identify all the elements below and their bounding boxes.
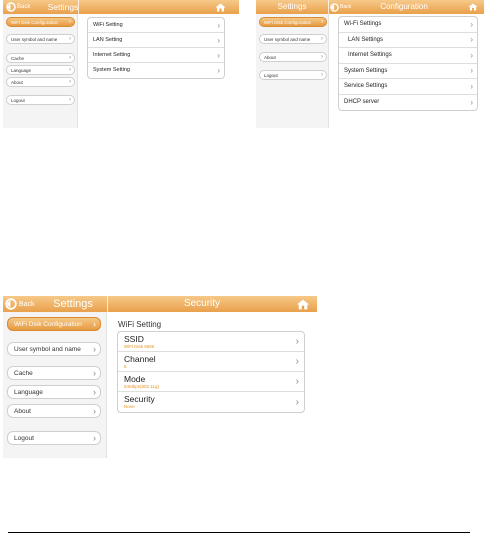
- list-item-lan-settings[interactable]: [339, 33, 477, 49]
- sidebar-item-wifi-disk-configuration[interactable]: [259, 17, 327, 27]
- list-item-value: 54Mbps(802.11g): [124, 384, 159, 389]
- list-item-ssid[interactable]: [118, 332, 304, 352]
- header-divider: [328, 0, 329, 14]
- chevron-right-icon: ›: [69, 97, 71, 103]
- list-item-lan-setting[interactable]: [88, 33, 224, 48]
- sidebar-item-label: WiFi Disk Configuration: [11, 19, 59, 25]
- chevron-right-icon: ›: [295, 336, 299, 347]
- list-item-mode[interactable]: [118, 372, 304, 392]
- list-item-system-settings[interactable]: [339, 64, 477, 80]
- chevron-right-icon: ›: [93, 319, 96, 329]
- list-item-value: WiFi Disk 5566: [124, 344, 155, 349]
- home-icon: [215, 3, 226, 12]
- chevron-right-icon: ›: [69, 36, 71, 42]
- sidebar-item-user-symbol[interactable]: [7, 342, 101, 356]
- sidebar-item-label: Logout: [14, 434, 34, 442]
- list-item-label: Mode: [124, 374, 146, 384]
- list-item-security[interactable]: [118, 392, 304, 412]
- screenshot-configuration: [256, 0, 484, 128]
- home-button[interactable]: [296, 296, 310, 312]
- chevron-right-icon: ›: [295, 396, 299, 408]
- chevron-right-icon: ›: [470, 81, 473, 91]
- chevron-right-icon: ›: [93, 406, 96, 416]
- sidebar-item-label: User symbol and name: [11, 36, 58, 42]
- list-item-label: System Setting: [93, 67, 130, 73]
- sidebar-item-label: WiFi Disk Configuration: [264, 19, 312, 25]
- sidebar-item-logout[interactable]: [7, 431, 101, 445]
- list-item-system-setting[interactable]: [88, 63, 224, 78]
- sidebar-item-user-symbol[interactable]: [259, 34, 327, 44]
- title-bar: [3, 296, 317, 312]
- sidebar-item-label: Logout: [11, 97, 25, 103]
- chevron-right-icon: ›: [69, 67, 71, 73]
- screenshot-security: [3, 296, 317, 458]
- sidebar-item-about[interactable]: [6, 77, 75, 87]
- sidebar-item-about[interactable]: [259, 52, 327, 62]
- list-item-value: 6: [124, 364, 127, 369]
- chevron-right-icon: ›: [321, 19, 323, 25]
- sidebar-item-label: User symbol and name: [264, 36, 311, 42]
- chevron-right-icon: ›: [217, 66, 220, 75]
- sidebar-item-logout[interactable]: [6, 95, 75, 105]
- list-item-wifi-settings[interactable]: [339, 17, 477, 33]
- sidebar-item-label: WiFi Disk Configuration: [14, 320, 82, 328]
- sidebar-item-label: Logout: [264, 72, 278, 78]
- sidebar-item-label: Language: [14, 388, 43, 396]
- back-label: Back: [340, 4, 352, 10]
- list-item-internet-settings[interactable]: [339, 48, 477, 64]
- home-button[interactable]: [468, 0, 478, 14]
- chevron-right-icon: ›: [470, 50, 473, 60]
- list-item-label: Channel: [124, 354, 156, 364]
- chevron-right-icon: ›: [93, 344, 96, 354]
- chevron-right-icon: ›: [470, 35, 473, 45]
- list-item-label: LAN Setting: [93, 37, 123, 43]
- back-arrow-icon: [6, 2, 16, 12]
- panel-title: Configuration: [380, 2, 428, 11]
- back-label: Back: [19, 300, 35, 308]
- list-item-label: Security: [124, 394, 155, 404]
- chevron-right-icon: ›: [321, 54, 323, 60]
- settings-title: Settings: [47, 2, 79, 12]
- chevron-right-icon: ›: [321, 72, 323, 78]
- settings-title: Settings: [53, 298, 93, 310]
- sidebar-item-label: User symbol and name: [14, 345, 81, 353]
- chevron-right-icon: ›: [217, 20, 220, 30]
- chevron-right-icon: ›: [217, 50, 220, 60]
- title-bar: [256, 0, 484, 14]
- list-item-channel[interactable]: [118, 352, 304, 372]
- list-item-label: SSID: [124, 334, 144, 344]
- sidebar-item-language[interactable]: [7, 385, 101, 399]
- chevron-right-icon: ›: [217, 35, 220, 45]
- sidebar-item-label: Language: [11, 67, 32, 73]
- sidebar-item-logout[interactable]: [259, 70, 327, 80]
- panel-title: Security: [183, 298, 221, 309]
- sidebar-item-wifi-disk-configuration[interactable]: [7, 317, 101, 331]
- wifi-setting-list: [117, 331, 305, 413]
- home-button[interactable]: [215, 0, 226, 14]
- chevron-right-icon: ›: [93, 368, 96, 378]
- back-arrow-icon: [5, 298, 17, 310]
- section-title: WiFi Setting: [118, 320, 162, 329]
- back-button[interactable]: [5, 296, 35, 312]
- chevron-right-icon: ›: [321, 36, 323, 42]
- sidebar-item-cache[interactable]: [7, 366, 101, 380]
- list-item-label: System Settings: [344, 67, 388, 74]
- title-bar: [3, 0, 239, 14]
- screenshot-wifi-disk-settings: [3, 0, 239, 128]
- home-icon: [296, 299, 310, 310]
- chevron-right-icon: ›: [93, 433, 96, 443]
- chevron-right-icon: ›: [295, 376, 299, 387]
- chevron-right-icon: ›: [470, 19, 473, 29]
- settings-list: [87, 17, 225, 79]
- list-item-label: DHCP server: [344, 98, 380, 105]
- sidebar-item-wifi-disk-configuration[interactable]: [6, 17, 75, 27]
- back-arrow-icon: [330, 3, 339, 12]
- home-icon: [468, 3, 478, 11]
- sidebar-item-about[interactable]: [7, 404, 101, 418]
- chevron-right-icon: ›: [295, 356, 299, 367]
- chevron-right-icon: ›: [470, 97, 473, 107]
- chevron-right-icon: ›: [69, 19, 71, 25]
- list-item-wifi-setting[interactable]: [88, 18, 224, 33]
- list-item-value: None: [124, 404, 135, 409]
- sidebar-item-label: About: [11, 79, 23, 85]
- list-item-label: Internet Settings: [348, 52, 392, 58]
- sidebar-item-cache[interactable]: [6, 53, 75, 63]
- list-item-service-settings[interactable]: [339, 79, 477, 95]
- list-item-label: Wi-Fi Settings: [344, 21, 382, 27]
- settings-title: Settings: [277, 2, 307, 11]
- list-item-label: Internet Setting: [93, 52, 131, 58]
- list-item-label: Service Settings: [344, 83, 388, 89]
- sidebar-item-language[interactable]: [6, 65, 75, 75]
- chevron-right-icon: ›: [69, 55, 71, 61]
- sidebar-item-label: Cache: [14, 369, 33, 377]
- back-label: Back: [17, 4, 31, 10]
- chevron-right-icon: ›: [69, 79, 71, 85]
- sidebar-item-label: About: [14, 407, 31, 415]
- sidebar-item-user-symbol[interactable]: [6, 34, 75, 44]
- list-item-internet-setting[interactable]: [88, 48, 224, 63]
- chevron-right-icon: ›: [470, 66, 473, 76]
- chevron-right-icon: ›: [93, 387, 96, 397]
- sidebar-item-label: Cache: [11, 55, 25, 61]
- configuration-list: [338, 16, 478, 111]
- header-divider: [78, 0, 79, 14]
- list-item-label: WiFi Setting: [93, 22, 123, 28]
- list-item-dhcp-server[interactable]: [339, 95, 477, 111]
- sidebar-item-label: About: [264, 54, 276, 60]
- page-footer-rule: [8, 532, 470, 533]
- list-item-label: LAN Settings: [348, 36, 384, 43]
